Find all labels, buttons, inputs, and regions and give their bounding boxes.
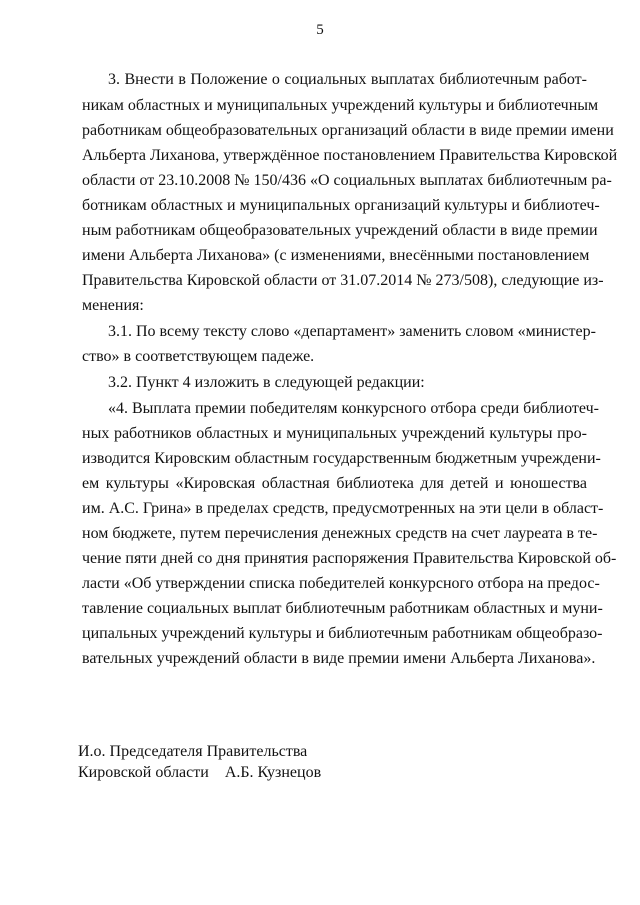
quoted-paragraph-4-line: тавление социальных выплат библиотечным работникам областных и муни-: [82, 600, 603, 617]
paragraph-3-line: области от 23.10.2008 № 150/436 «О социальных выплатах библиотечным ра-: [82, 172, 612, 189]
paragraph-3-line: никам областных и муниципальных учреждений культуры и библиотечным: [82, 97, 599, 114]
paragraph-3-1-line: 3.1. По всему тексту слово «департамент» заменить словом «министер-: [108, 323, 596, 340]
quoted-paragraph-4-line: чение пяти дней со дня принятия распоряжения Правительства Кировской об-: [82, 550, 617, 567]
paragraph-3-line: имени Альберта Лиханова» (с изменениями, внесёнными постановлением: [82, 247, 590, 264]
paragraph-3-line: менения:: [82, 297, 144, 314]
signatory-name: А.Б. Кузнецов: [224, 764, 322, 781]
quoted-paragraph-4-line: им. А.С. Грина» в пределах средств, предусмотренных на эти цели в област-: [82, 500, 604, 517]
quoted-paragraph-4-line: ных работников областных и муниципальных учреждений культуры про-: [82, 425, 587, 442]
quoted-paragraph-4-line: вательных учреждений области в виде премии имени Альберта Лиханова».: [82, 650, 596, 667]
paragraph-3-line: Правительства Кировской области от 31.07.2014 № 273/508), следующие из-: [82, 272, 604, 289]
quoted-paragraph-4-line: ном бюджете, путем перечисления денежных средств на счет лауреата в те-: [82, 525, 598, 542]
paragraph-3-line: ботникам областных и муниципальных организаций культуры и библиотеч-: [82, 197, 600, 214]
paragraph-3-line: работникам общеобразовательных организаций области в виде премии имени: [82, 122, 614, 139]
paragraph-3-2-line: 3.2. Пункт 4 изложить в следующей редакции:: [108, 374, 425, 391]
page-number: 5: [316, 22, 324, 38]
paragraph-3-line: 3. Внести в Положение о социальных выплатах библиотечным работ-: [108, 71, 587, 88]
quoted-paragraph-4-line: ем культуры «Кировская областная библиотека для детей и юношества: [82, 475, 587, 492]
quoted-paragraph-4-line: ципальных учреждений культуры и библиотечным работникам общеобразо-: [82, 625, 603, 642]
paragraph-3-1-line: ство» в соответствующем падеже.: [82, 348, 315, 365]
signature-title: И.о. Председателя Правительства: [78, 743, 308, 760]
signature-title-region-line: [78, 763, 321, 783]
paragraph-3-line: Альберта Лиханова, утверждённое постановлением Правительства Кировской: [82, 147, 618, 164]
signature-region: Кировской области: [78, 764, 209, 781]
quoted-paragraph-4-line: ласти «Об утверждении списка победителей конкурсного отбора на предос-: [82, 575, 600, 592]
paragraph-3-line: ным работникам общеобразовательных учреждений области в виде премии: [82, 222, 598, 239]
quoted-paragraph-4-line: «4. Выплата премии победителям конкурсного отбора среди библиотеч-: [108, 400, 599, 417]
quoted-paragraph-4-line: изводится Кировским областным государственным бюджетным учреждени-: [82, 450, 601, 467]
